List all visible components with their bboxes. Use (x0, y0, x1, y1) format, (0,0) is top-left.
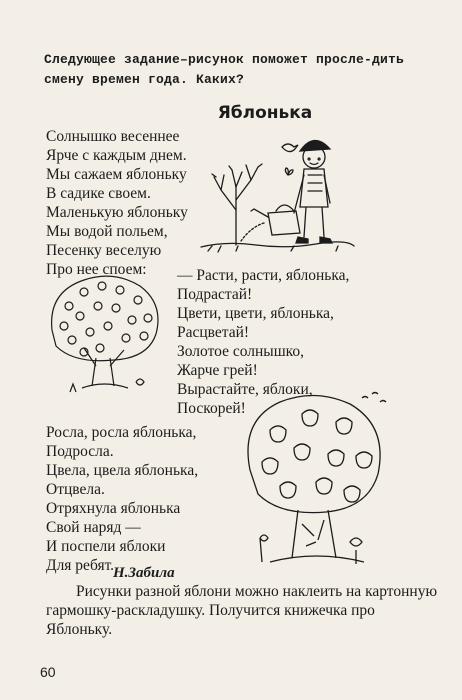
poem-verse-3 (46, 423, 198, 575)
verse-line: Подросла. (46, 443, 114, 460)
poem-author: Н.Забила (113, 565, 175, 581)
verse-line: Мы сажаем яблоньку (46, 166, 187, 183)
verse-line: Цвела, цвела яблонька, (46, 462, 199, 479)
verse-line: Ярче с каждым днем. (46, 147, 187, 164)
verse-line: В садике своем. (46, 185, 151, 202)
verse-line: Цвети, цвети, яблонька, (177, 305, 334, 322)
verse-line: Подрастай! (177, 286, 253, 303)
verse-line: Жарче грей! (177, 362, 258, 379)
task-instruction: Следующее задание–рисунок поможет просле-дить смену времен года. Каких? (44, 52, 405, 87)
activity-note: Рисунки разной яблони можно наклеить на картонную гармошку-раскладушку. Получится книжечка про Яблоньку. (46, 583, 438, 638)
page-number: 60 (40, 664, 56, 680)
poem-verse-1 (46, 127, 188, 279)
verse-line: Про нее споем: (46, 261, 147, 278)
verse-line: Расцветай! (177, 324, 250, 341)
verse-line: Золотое солнышко, (177, 343, 305, 360)
child-watering-tree-illustration (196, 125, 356, 260)
verse-line: Солнышко весеннее (46, 128, 180, 145)
verse-line: Песенку веселую (46, 242, 162, 259)
poem-title: Яблонька (217, 103, 313, 123)
verse-line: Отцвела. (46, 481, 105, 498)
apple-tree-illustration (240, 390, 390, 575)
verse-line: Маленькую яблоньку (46, 204, 188, 221)
verse-line: И поспели яблоки (46, 538, 166, 555)
verse-line: Мы водой польем, (46, 223, 168, 240)
verse-line: Для ребят. (46, 557, 115, 574)
verse-line: Вырастайте, яблоки, (177, 381, 313, 398)
verse-line: Поскорей! (177, 400, 246, 417)
verse-line: Росла, росла яблонька, (46, 424, 197, 441)
verse-line: Свой наряд — (46, 519, 141, 536)
verse-line: Отряхнула яблонька (46, 500, 181, 517)
blossoming-tree-illustration (44, 270, 166, 400)
verse-line: — Расти, расти, яблонька, (177, 267, 350, 284)
